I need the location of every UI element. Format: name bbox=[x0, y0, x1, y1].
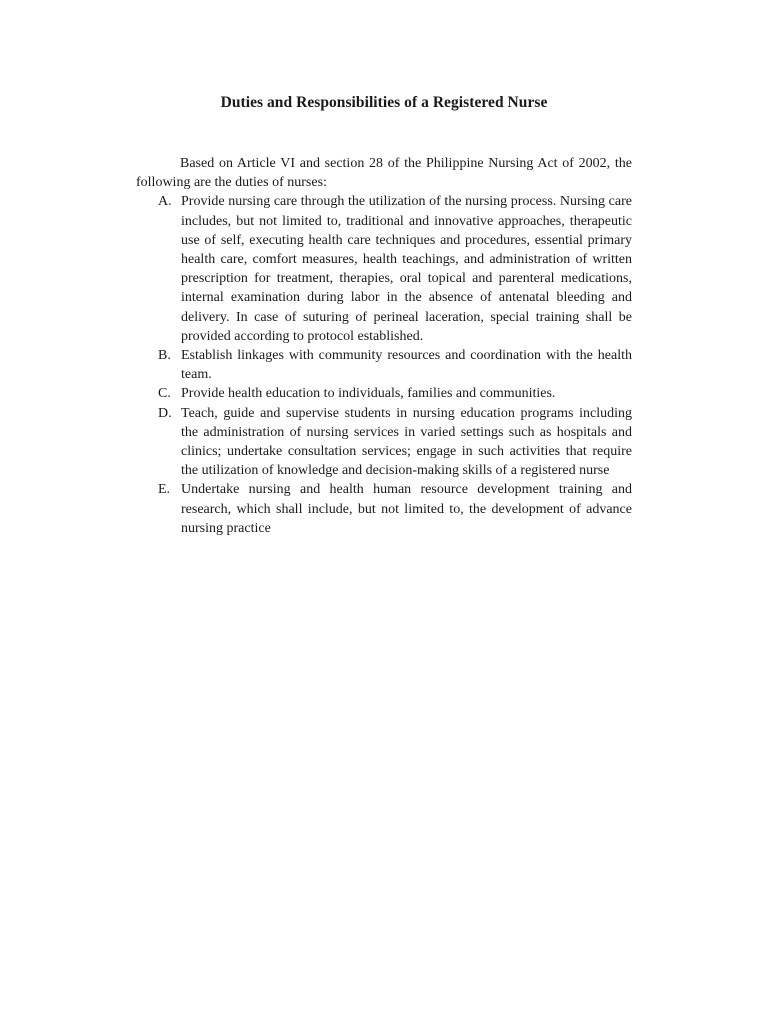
document-title: Duties and Responsibilities of a Registered Nurse bbox=[220, 94, 548, 111]
duty-item-e bbox=[136, 480, 632, 538]
duty-letter: C. bbox=[158, 386, 171, 402]
duty-item-a bbox=[136, 192, 632, 346]
duty-letter: A. bbox=[158, 194, 172, 210]
duty-item-c bbox=[136, 384, 632, 403]
intro-paragraph: Based on Article VI and section 28 of the Philippine Nursing Act of 2002, the following are the duties of nurses: bbox=[136, 156, 632, 191]
duty-text: Teach, guide and supervise students in nursing education programs including the administration of nursing services in varied settings such as hospitals and clinics; undertake consultation services; engage in such activities that require the utilization of knowledge and decision-making skills of a registered nurse bbox=[181, 405, 632, 479]
duty-text: Establish linkages with community resources and coordination with the health team. bbox=[181, 348, 632, 383]
duty-item-d bbox=[136, 404, 632, 481]
duty-item-b bbox=[136, 346, 632, 384]
duty-text: Undertake nursing and health human resource development training and research, which shall include, but not limited to, the development of advance nursing practice bbox=[181, 482, 632, 536]
duty-letter: D. bbox=[158, 405, 172, 421]
duty-text: Provide health education to individuals, families and communities. bbox=[181, 386, 556, 402]
duties-list bbox=[136, 192, 632, 538]
duty-letter: E. bbox=[158, 482, 171, 498]
document-body bbox=[136, 154, 632, 538]
duty-text: Provide nursing care through the utilization of the nursing process. Nursing care includes, but not limited to, traditional and innovative approaches, therapeutic use of self, executing health care techniques and procedures, essential primary health care, comfort measures, health teachings, and administration of written prescription for treatment, therapies, oral topical and parenteral medications, internal examination during labor in the absence of antenatal bleeding and delivery. In case of suturing of perineal laceration, special training shall be provided according to protocol established. bbox=[181, 194, 632, 344]
duty-letter: B. bbox=[158, 348, 171, 364]
